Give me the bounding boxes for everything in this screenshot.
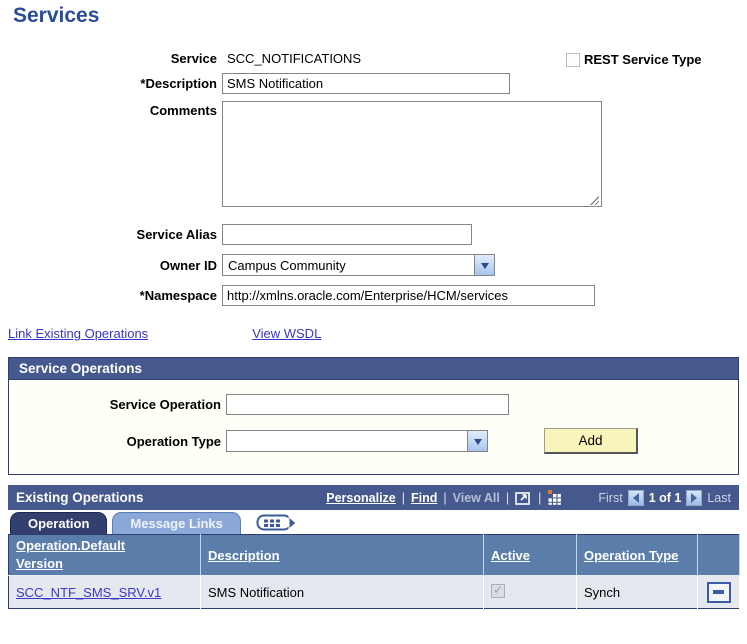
view-wsdl-link[interactable]: View WSDL [252,326,322,341]
sort-operation-type-link[interactable]: Operation Type [584,547,679,563]
table-header-row [9,535,740,576]
cell-operation-type: Synch [577,576,698,609]
toolbar-separator: | [443,490,447,505]
column-header-operation-default-version [9,535,201,576]
page-links [8,326,747,341]
service-alias-input[interactable] [222,224,472,245]
namespace-input[interactable] [222,285,595,306]
operation-type-label: Operation Type [126,433,221,449]
column-header-operation-type [577,535,698,576]
find-link[interactable]: Find [411,490,438,505]
cell-active [484,576,577,609]
namespace-label: *Namespace [139,288,217,303]
service-operation-label: Service Operation [109,397,221,412]
next-page-icon[interactable] [686,490,702,506]
tab-message-links[interactable]: Message Links [112,512,241,534]
dropdown-chevron-icon[interactable] [467,431,487,451]
minus-icon [713,590,724,594]
existing-operations-section [8,485,739,609]
operation-type-select[interactable] [226,430,488,452]
cell-actions [698,576,740,609]
rest-service-type [566,52,702,67]
cell-description: SMS Notification [201,576,484,609]
grid-pager [598,490,731,506]
service-operation-input[interactable] [226,394,509,415]
owner-id-label: Owner ID [159,257,217,273]
dropdown-chevron-icon[interactable] [474,255,494,275]
sort-description-link[interactable]: Description [208,547,280,563]
pager-position: 1 of 1 [648,490,682,505]
toolbar-separator: | [538,490,542,505]
description-input[interactable] [222,73,510,94]
page-title: Services [13,4,100,27]
existing-operations-title: Existing Operations [16,490,144,505]
service-value: SCC_NOTIFICATIONS [227,51,362,66]
existing-operations-table [8,534,740,609]
description-label: *Description [140,76,217,91]
service-alias-label: Service Alias [136,227,217,242]
column-header-actions [698,535,740,576]
pager-last-label: Last [707,490,731,505]
service-form [0,51,747,306]
comments-textarea[interactable] [222,101,602,207]
service-operations-header [9,358,738,380]
prev-page-icon[interactable] [628,490,644,506]
toolbar-separator: | [401,490,405,505]
link-existing-operations-link[interactable]: Link Existing Operations [8,326,149,341]
download-grid-icon[interactable] [547,490,562,505]
operation-version-link[interactable]: SCC_NTF_SMS_SRV.v1 [16,584,162,600]
grid-toolbar [326,490,562,505]
active-checkbox [491,584,505,598]
delete-row-button[interactable] [707,582,731,603]
rest-service-type-label: REST Service Type [584,52,702,67]
service-operations-section [8,357,739,475]
zoom-grid-icon[interactable] [515,491,532,505]
column-header-active [484,535,577,576]
table-row [9,576,740,609]
service-operations-title: Service Operations [19,361,143,376]
owner-id-selected-value: Campus Community [228,257,346,273]
owner-id-select[interactable] [222,254,495,276]
show-all-columns-icon[interactable] [256,514,298,532]
add-button[interactable]: Add [544,428,638,454]
sort-active-link[interactable]: Active [491,547,531,563]
column-header-description [201,535,484,576]
rest-service-type-checkbox[interactable] [566,53,580,67]
sort-operation-default-version-link[interactable]: Operation.Default Version [16,538,126,571]
existing-operations-header-bar [8,485,739,510]
toolbar-separator: | [505,490,510,505]
pager-first-label: First [598,490,623,505]
personalize-link[interactable]: Personalize [326,490,396,505]
tab-operation[interactable]: Operation [10,512,107,534]
service-label: Service [170,51,217,66]
cell-operation-default-version [9,576,201,609]
comments-label: Comments [149,103,217,118]
view-all-link[interactable]: View All [452,490,500,505]
grid-tabs [8,510,739,534]
